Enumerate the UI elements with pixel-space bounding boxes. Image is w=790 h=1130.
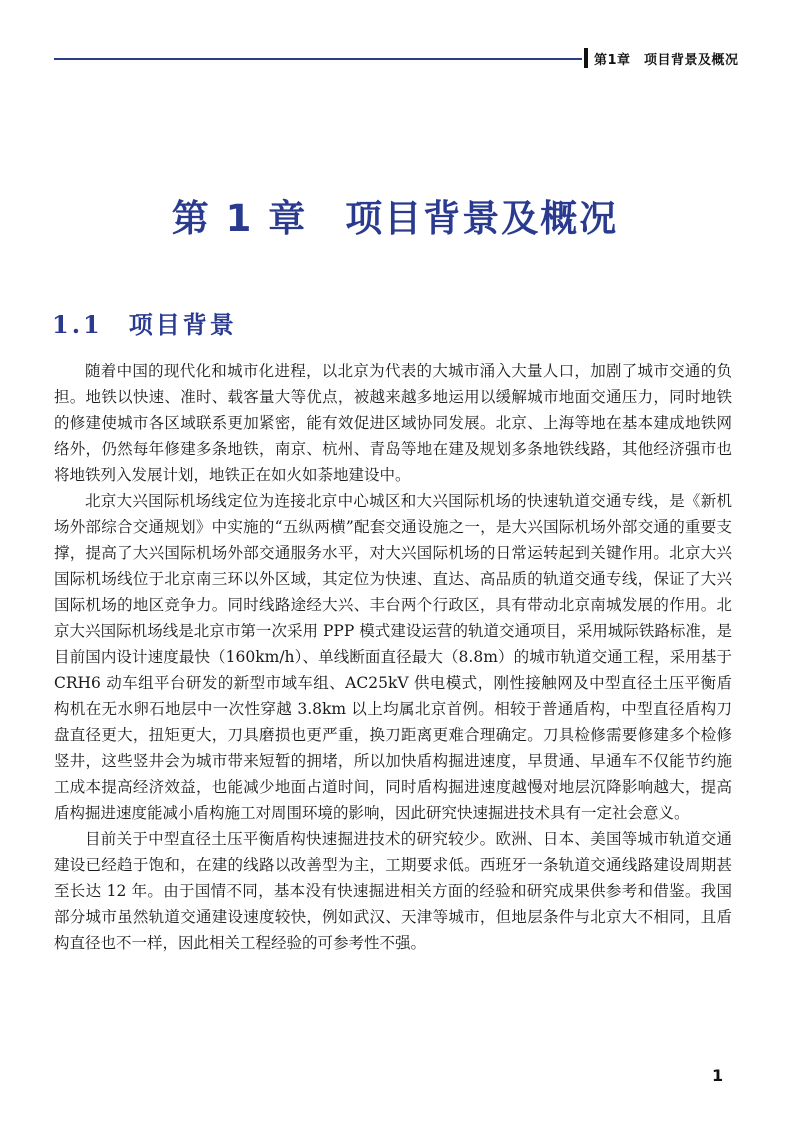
header-rule	[54, 58, 582, 60]
page-number: 1	[712, 1066, 724, 1085]
header-marker-bar	[584, 48, 588, 68]
paragraph: 北京大兴国际机场线定位为连接北京中心城区和大兴国际机场的快速轨道交通专线，是《新机场外部综合交通规划》中实施的“五纵两横”配套交通设施之一，是大兴国际机场外部交通的重要支撑，提高了大兴国际机场外部交通服务水平，对大兴国际机场的日常运转起到关键作用。北京大兴国际机场线位于北京南三环以外区域，其定位为快速、直达、高品质的轨道交通专线，保证了大兴国际机场的地区竞争力。同时线路途经大兴、丰台两个行政区，具有带动北京南城发展的作用。北京大兴国际机场线是北京市第一次采用 PPP 模式建设运营的轨道交通项目，采用城际铁路标准，是目前国内设计速度最快（160km/h）、单线断面直径最大（8.8m）的城市轨道交通工程，采用基于 CRH6 动车组平台研发的新型市域车组、AC25kV 供电模式，刚性接触网及中型直径土压平衡盾构机在无水卵石地层中一次性穿越 3.8km 以上均属北京首例。相较于普通盾构，中型直径盾构刀盘直径更大，扭矩更大，刀具磨损也更严重，换刀距离更难合理确定。刀具检修需要修建多个检修竖井，这些竖井会为城市带来短暂的拥堵，所以加快盾构掘进速度，早贯通、早通车不仅能节约施工成本提高经济效益，也能减少地面占道时间，同时盾构掘进速度越慢对地层沉降影响越大，提高盾构掘进速度能减小盾构施工对周围环境的影响，因此研究快速掘进技术具有一定社会意义。	[54, 492, 732, 822]
section-title: 项目背景	[128, 311, 237, 339]
section-heading	[52, 305, 237, 340]
chapter-name: 项目背景及概况	[345, 197, 619, 240]
chapter-title	[0, 188, 790, 242]
paragraph: 目前关于中型直径土压平衡盾构快速掘进技术的研究较少。欧洲、日本、美国等城市轨道交通建设已经趋于饱和，在建的线路以改善型为主，工期要求低。西班牙一条轨道交通线路建设周期甚至长达 12 年。由于国情不同，基本没有快速掘进相关方面的经验和研究成果供参考和借鉴。我国部分城市虽然轨道交通建设速度较快，例如武汉、天津等城市，但地层条件与北京大不相同，且盾构直径也不一样，因此相关工程经验的可参考性不强。	[54, 830, 732, 952]
section-number: 1.1	[52, 310, 103, 339]
body-text	[54, 358, 732, 956]
running-head: 第1章 项目背景及概况	[594, 53, 739, 68]
chapter-number: 第 1 章	[171, 197, 308, 240]
paragraph: 随着中国的现代化和城市化进程，以北京为代表的大城市涌入大量人口，加剧了城市交通的负担。地铁以快速、准时、载客量大等优点，被越来越多地运用以缓解城市地面交通压力，同时地铁的修建使城市各区域联系更加紧密，能有效促进区域协同发展。北京、上海等地在基本建成地铁网络外，仍然每年修建多条地铁，南京、杭州、青岛等地在建及规划多条地铁线路，其他经济强市也将地铁列入发展计划，地铁正在如火如荼地建设中。	[54, 362, 732, 484]
